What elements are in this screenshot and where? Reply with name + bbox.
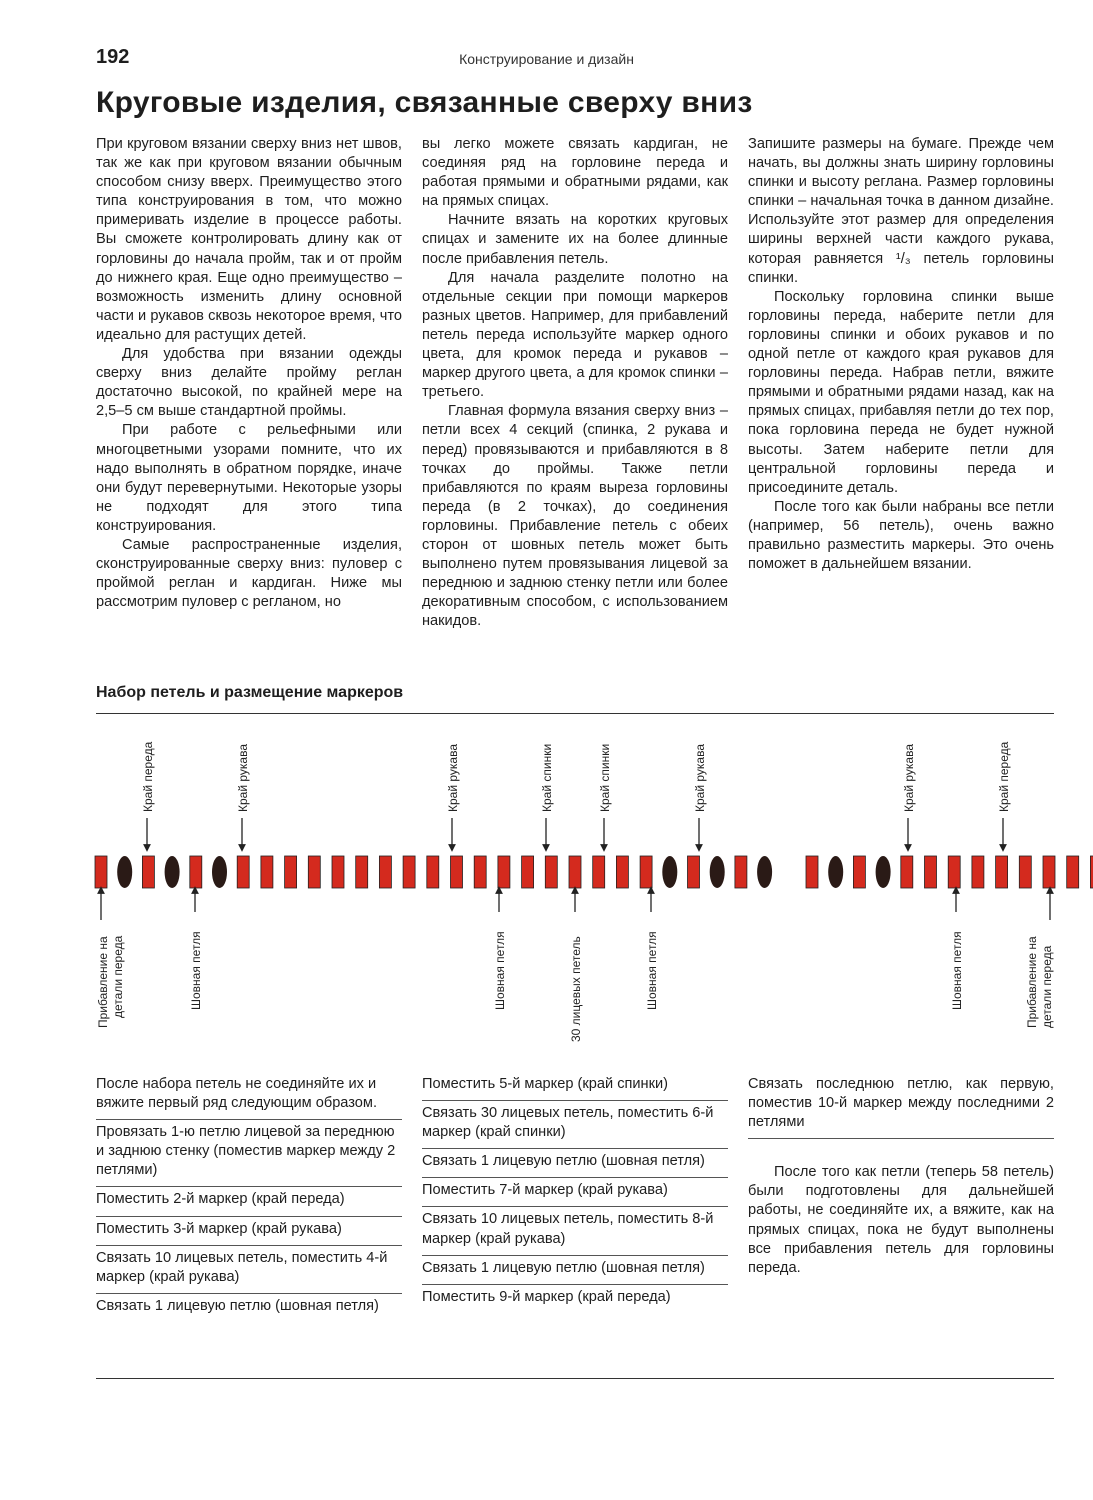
- stitch: [640, 856, 652, 888]
- stitch: [332, 856, 344, 888]
- label-30-knit-stitches: [569, 890, 583, 1042]
- paragraph: Самые распространенные изделия, сконструированные сверху вниз: пуловер с проймой реглан и кардиган. Ниже мы рассмотрим пуловер с регланом, но: [96, 536, 402, 611]
- stitch: [972, 856, 984, 888]
- instruction-row: Связать 10 лицевых петель, поместить 8-й маркер (край рукава): [422, 1207, 728, 1255]
- paragraph: вы легко можете связать кардиган, не соединяя ряд на горловине переда и работая прямыми и обратными рядами, как на прямых спицах.: [422, 136, 728, 210]
- paragraph: После того как были набраны все петли (например, 56 петель), очень важно правильно разместить маркеры. Это очень поможет в дальнейшем вязании.: [748, 498, 1054, 573]
- stitch: [522, 856, 534, 888]
- stitch: [1043, 856, 1055, 888]
- stitch-marker: [165, 856, 180, 888]
- stitch: [285, 856, 297, 888]
- stitch: [190, 856, 202, 888]
- stitch-marker: [212, 856, 227, 888]
- stitch: [688, 856, 700, 888]
- instruction-row: Связать 10 лицевых петель, поместить 4-й маркер (край рукава): [96, 1246, 402, 1294]
- paragraph: Начните вязать на коротких круговых спицах и замените их на более длинные после прибавления петель.: [422, 212, 728, 267]
- label-text: 30 лицевых петель: [569, 936, 583, 1042]
- instruction-row: Провязать 1-ю петлю лицевой за переднюю и заднюю стенку (поместив маркер между 2 петлями): [96, 1120, 402, 1187]
- label-text: Шовная петля: [189, 931, 203, 1010]
- label-seam-stitch-1: [189, 890, 203, 1010]
- paragraph: После того как петли (теперь 58 петель) были подготовлены для дальнейшей работы, не соединяйте их, а вяжите, как на прямых спицах, пока не будут выполнены все прибавления петель для горловины переда.: [748, 1164, 1054, 1276]
- stitch-marker: [117, 856, 132, 888]
- stitch: [996, 856, 1008, 888]
- label-sleeve-edge-4: [902, 744, 916, 848]
- label-front-edge-right: [997, 741, 1011, 848]
- label-text: Край рукава: [236, 743, 250, 812]
- section-divider: [96, 713, 1054, 714]
- text-column-2: [422, 135, 728, 631]
- instruction-row: Связать последнюю петлю, как первую, поместив 10-й маркер между последними 2 петлями: [748, 1072, 1054, 1139]
- label-text: Шовная петля: [645, 931, 659, 1010]
- label-back-edge-1: [540, 744, 554, 848]
- stitch-marker: [710, 856, 725, 888]
- bottom-divider: [96, 1378, 1054, 1379]
- instructions-column-3: [748, 1072, 1054, 1278]
- paragraph: Для начала разделите полотно на отдельные секции при помощи маркеров разных цветов. Например, для прибавлений петель переда используйте маркер одного цвета, для кромок переда и рукавов – маркер другого цвета, а для кромок спинки – третьего.: [422, 269, 728, 401]
- stitch: [569, 856, 581, 888]
- instruction-row: Связать 1 лицевую петлю (шовная петля): [422, 1149, 728, 1178]
- stitch: [901, 856, 913, 888]
- stitch: [474, 856, 486, 888]
- stitch: [427, 856, 439, 888]
- stitch: [853, 856, 865, 888]
- label-sleeve-edge-1: [236, 744, 250, 848]
- label-text: Край рукава: [693, 743, 707, 812]
- instruction-row: Связать 30 лицевых петель, поместить 6-й маркер (край спинки): [422, 1101, 728, 1149]
- stitch: [142, 856, 154, 888]
- paragraph: Главная формула вязания сверху вниз – петли всех 4 секций (спинка, 2 рукава и перед) провязываются и прибавляются в 8 точках до проймы. Также петли прибавляются по краям выреза горловины переда (в 2 точках), до соединения горловины. Прибавление петель с обеих сторон от шовных петель может быть выполнено путем провязывания лицевой за переднюю и заднюю стенку петли или более декоративным способом, с использованием накидов.: [422, 403, 728, 630]
- stitch: [356, 856, 368, 888]
- label-text: Край спинки: [540, 743, 554, 812]
- label-sleeve-edge-2: [446, 744, 460, 848]
- instruction-row: Поместить 3-й маркер (край рукава): [96, 1217, 402, 1246]
- page-number: 192: [96, 46, 130, 68]
- stitch: [948, 856, 960, 888]
- stitch: [735, 856, 747, 888]
- running-header: Конструирование и дизайн: [459, 51, 634, 67]
- label-front-edge-left: [141, 741, 155, 848]
- instruction-row: Связать 1 лицевую петлю (шовная петля): [422, 1256, 728, 1285]
- paragraph: Запишите размеры на бумаге. Прежде чем начать, вы должны знать ширину горловины спинки и высоту реглана. Размер горловины спинки – начальная точка в данном дизайне. Используйте этот размер для определения ширины верхней части каждого рукава, которая равняется ¹/₃ петель горловины спинки.: [748, 136, 1054, 286]
- instruction-row: Связать 1 лицевую петлю (шовная петля): [96, 1297, 379, 1314]
- page-title: Круговые изделия, связанные сверху вниз: [96, 86, 753, 119]
- label-back-edge-2: [598, 744, 612, 848]
- label-front-increase-right: [1025, 890, 1054, 1028]
- stitch: [925, 856, 937, 888]
- label-text: Край спинки: [598, 743, 612, 812]
- instruction-row: После набора петель не соединяйте их и вяжите первый ряд следующим образом.: [96, 1072, 402, 1120]
- stitch-marker: [662, 856, 677, 888]
- stitch-marker: [876, 856, 891, 888]
- paragraph: При работе с рельефными или многоцветными узорами помните, что их надо выполнять в обратном порядке, иначе они будут перевернутыми. Некоторые узоры не подходят для этого типа конструирования.: [96, 422, 402, 534]
- stitch: [237, 856, 249, 888]
- label-seam-stitch-2: [493, 890, 507, 1010]
- label-text: Прибавление на: [96, 936, 110, 1028]
- section-title: Набор петель и размещение маркеров: [96, 684, 404, 701]
- label-front-increase-left: [96, 890, 125, 1028]
- label-text: Край рукава: [902, 743, 916, 812]
- label-sleeve-edge-3: [693, 744, 707, 848]
- label-seam-stitch-3: [645, 890, 659, 1010]
- text-column-1: [96, 135, 402, 612]
- paragraph: Для удобства при вязании одежды сверху вниз делайте пройму реглан достаточно высокой, по крайней мере на 2,5–5 см выше стандартной проймы.: [96, 346, 402, 420]
- label-seam-stitch-4: [950, 890, 964, 1010]
- label-text: Край переда: [141, 741, 155, 812]
- instructions-column-1: [96, 1072, 402, 1322]
- stitch: [451, 856, 463, 888]
- paragraph: Поскольку горловина спинки выше горловины переда, наберите петли для горловины спинки и обоих рукавов и по одной петле от каждого края рукавов для горловины переда. Набрав петли, вяжите прямыми и обратными рядами назад, как на прямых спицах, прибавляя петли до тех пор, пока горловина переда не будет нужной высоты. Затем наберите петли для центральной горловины переда и присоедините деталь.: [748, 288, 1054, 496]
- stitch-marker: [828, 856, 843, 888]
- instructions-column-2: [422, 1072, 728, 1313]
- stitch: [379, 856, 391, 888]
- stitch-marker: [757, 856, 772, 888]
- stitch: [403, 856, 415, 888]
- instruction-row: Поместить 7-й маркер (край рукава): [422, 1178, 728, 1207]
- instruction-row: Поместить 2-й маркер (край переда): [96, 1187, 402, 1216]
- stitch: [1067, 856, 1079, 888]
- label-text: Край переда: [997, 741, 1011, 812]
- label-text: Шовная петля: [493, 931, 507, 1010]
- stitch: [545, 856, 557, 888]
- label-text: детали переда: [1040, 945, 1054, 1028]
- stitch: [593, 856, 605, 888]
- label-text: Прибавление на: [1025, 936, 1039, 1028]
- instruction-row: Поместить 5-й маркер (край спинки): [422, 1072, 728, 1101]
- stitch: [616, 856, 628, 888]
- stitch: [308, 856, 320, 888]
- stitch-row: [95, 856, 1093, 888]
- paragraph: При круговом вязании сверху вниз нет швов, так же как при круговом вязании обычным способом снизу вверх. Преимущество этого типа конструирования в том, что можно примеривать изделие в процессе работы. Вы сможете контролировать длину как от горловины до начала пройм, так и от пройм до нижнего края. Еще одно преимущество – возможность изменить длину основной части и рукавов сквозь некоторое время, что идеально для растущих детей.: [96, 136, 402, 343]
- label-text: детали переда: [111, 935, 125, 1018]
- stitch: [95, 856, 107, 888]
- stitch-diagram: [0, 730, 1093, 1060]
- text-column-3: [748, 135, 1054, 574]
- label-text: Шовная петля: [950, 931, 964, 1010]
- stitch: [498, 856, 510, 888]
- instruction-row: Поместить 9-й маркер (край переда): [422, 1288, 671, 1305]
- stitch: [1019, 856, 1031, 888]
- stitch: [806, 856, 818, 888]
- label-text: Край рукава: [446, 743, 460, 812]
- stitch: [261, 856, 273, 888]
